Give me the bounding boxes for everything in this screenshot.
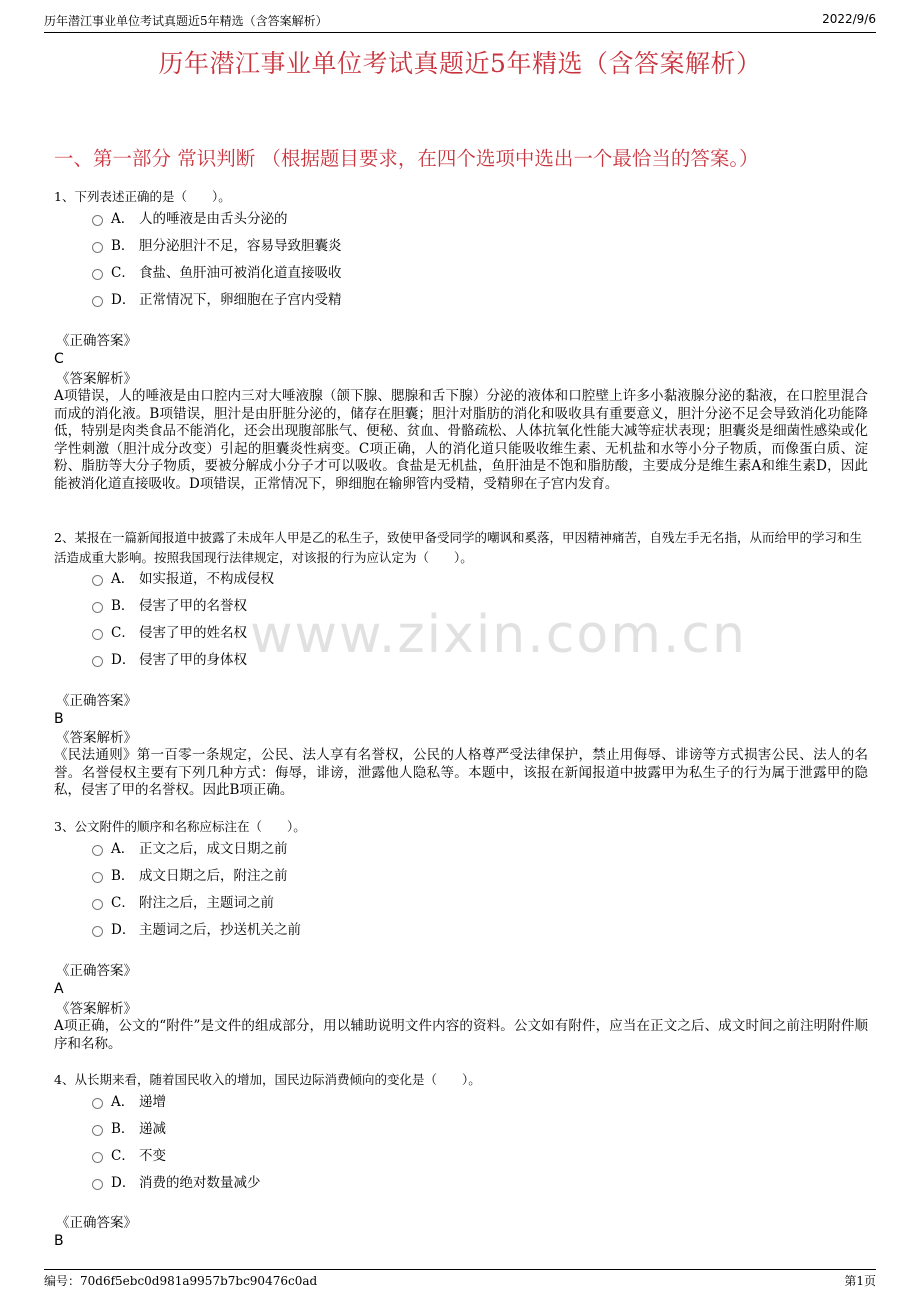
analysis-label: 《答案解析》 [56, 371, 137, 387]
option-text: 主题词之后，抄送机关之前 [139, 922, 301, 938]
radio-icon[interactable] [92, 845, 103, 856]
option-text: 侵害了甲的姓名权 [139, 625, 247, 641]
answer-value: B [54, 711, 64, 727]
section-heading: 一、第一部分 常识判断 （根据题目要求，在四个选项中选出一个最恰当的答案。） [54, 147, 759, 170]
option-text: 不变 [139, 1148, 166, 1164]
option-key: D． [111, 922, 136, 938]
radio-icon[interactable] [92, 899, 103, 910]
option-text: 消费的绝对数量减少 [139, 1175, 261, 1191]
option-key: B． [111, 238, 135, 254]
answer-value: C [54, 351, 64, 367]
answer-label: 《正确答案》 [56, 1215, 137, 1231]
analysis-text: A项错误，人的唾液是由口腔内三对大唾液腺（颌下腺、腮腺和舌下腺）分泌的液体和口腔壁上许多小黏液腺分泌的黏液，在口腔里混合而成的消化液。B项错误，胆汁是由肝脏分泌的，储存在胆囊；胆汁对脂肪的消化和吸收具有重要意义，胆汁分泌不足会导致消化功能降低，特别是肉类食品不能消化，还会出现腹部胀气、便秘、贫血、骨骼疏松、人体抗氧化性能大减等症状表现；胆囊炎是细菌性感染或化学性刺激（胆汁成分改变）引起的胆囊炎性病变。C项正确，人的消化道只能吸收维生素、无机盐和水等小分子物质，而像蛋白质、淀粉、脂肪等大分子物质，要被分解成小分子才可以吸收。食盐是无机盐，鱼肝油是不饱和脂肪酸，主要成分是维生素A和维生素D，因此能被消化道直接吸收。D项错误，正常情况下，卵细胞在输卵管内受精，受精卵在子宫内发育。 [54, 388, 868, 492]
answer-value: B [54, 1233, 64, 1249]
option-c[interactable] [92, 262, 342, 284]
option-c[interactable] [92, 1145, 166, 1167]
analysis-label: 《答案解析》 [56, 1001, 137, 1017]
option-b[interactable] [92, 235, 342, 257]
option-text: 如实报道，不构成侵权 [139, 571, 274, 587]
option-key: A． [111, 841, 135, 857]
option-key: C． [111, 895, 135, 911]
option-text: 侵害了甲的名誉权 [139, 598, 247, 614]
radio-icon[interactable] [92, 296, 103, 307]
answer-value: A [54, 981, 64, 997]
footer-doc-id: 编号：70d6f5ebc0d981a9957b7bc90476c0ad [44, 1274, 318, 1288]
option-key: C． [111, 1148, 135, 1164]
radio-icon[interactable] [92, 1152, 103, 1163]
header-date: 2022/9/6 [822, 12, 876, 26]
option-key: A． [111, 211, 135, 227]
watermark: www.zixin.com.cn [250, 605, 747, 665]
question-stem: 3、公文附件的顺序和名称应标注在（ ）。 [54, 819, 306, 834]
option-text: 人的唾液是由舌头分泌的 [139, 211, 288, 227]
footer-divider [44, 1269, 876, 1270]
option-b[interactable] [92, 865, 288, 887]
option-b[interactable] [92, 595, 247, 617]
analysis-text: 《民法通则》第一百零一条规定，公民、法人享有名誉权，公民的人格尊严受法律保护，禁止用侮辱、诽谤等方式损害公民、法人的名誉。名誉侵权主要有下列几种方式：侮辱，诽谤，泄露他人隐私等。本题中，该报在新闻报道中披露甲为私生子的行为属于泄露甲的隐私，侵害了甲的名誉权。因此B项正确。 [54, 747, 868, 798]
answer-label: 《正确答案》 [56, 693, 137, 709]
radio-icon[interactable] [92, 1125, 103, 1136]
header-doc-title: 历年潜江事业单位考试真题近5年精选（含答案解析） [44, 14, 328, 28]
option-key: C． [111, 625, 135, 641]
option-d[interactable] [92, 919, 301, 941]
option-a[interactable] [92, 208, 288, 230]
radio-icon[interactable] [92, 629, 103, 640]
header-divider [44, 32, 876, 33]
answer-label: 《正确答案》 [56, 333, 137, 349]
radio-icon[interactable] [92, 215, 103, 226]
analysis-text: A项正确，公文的“附件”是文件的组成部分，用以辅助说明文件内容的资料。公文如有附件，应当在正文之后、成文时间之前注明附件顺序和名称。 [54, 1018, 868, 1052]
option-key: C． [111, 265, 135, 281]
option-c[interactable] [92, 622, 247, 644]
option-text: 成文日期之后，附注之前 [139, 868, 288, 884]
option-a[interactable] [92, 568, 274, 590]
option-key: A． [111, 571, 135, 587]
question-stem: 2、某报在一篇新闻报道中披露了未成年人甲是乙的私生子，致使甲备受同学的嘲讽和奚落，甲因精神痛苦，自残左手无名指，从而给甲的学习和生活造成重大影响。按照我国现行法律规定，对该报的行为应认定为（ ）。 [54, 530, 862, 565]
option-d[interactable] [92, 289, 342, 311]
option-text: 附注之后，主题词之前 [139, 895, 274, 911]
option-c[interactable] [92, 892, 274, 914]
radio-icon[interactable] [92, 269, 103, 280]
radio-icon[interactable] [92, 926, 103, 937]
radio-icon[interactable] [92, 602, 103, 613]
page-header [44, 12, 876, 30]
footer-page-number: 第1页 [844, 1274, 876, 1288]
option-text: 正常情况下，卵细胞在子宫内受精 [139, 292, 342, 308]
option-key: D． [111, 292, 136, 308]
radio-icon[interactable] [92, 872, 103, 883]
answer-label: 《正确答案》 [56, 963, 137, 979]
option-text: 侵害了甲的身体权 [139, 652, 247, 668]
option-key: D． [111, 652, 136, 668]
option-text: 正文之后，成文日期之前 [139, 841, 288, 857]
radio-icon[interactable] [92, 575, 103, 586]
option-key: B． [111, 868, 135, 884]
option-a[interactable] [92, 838, 288, 860]
radio-icon[interactable] [92, 242, 103, 253]
option-text: 胆分泌胆汁不足，容易导致胆囊炎 [139, 238, 342, 254]
question-stem: 4、从长期来看，随着国民收入的增加，国民边际消费倾向的变化是（ ）。 [54, 1072, 481, 1087]
option-key: B． [111, 598, 135, 614]
option-text: 食盐、鱼肝油可被消化道直接吸收 [139, 265, 342, 281]
option-text: 递减 [139, 1121, 166, 1137]
option-d[interactable] [92, 1172, 261, 1194]
option-d[interactable] [92, 649, 247, 671]
radio-icon[interactable] [92, 1098, 103, 1109]
option-text: 递增 [139, 1094, 166, 1110]
option-key: D． [111, 1175, 136, 1191]
option-b[interactable] [92, 1118, 166, 1140]
question-stem: 1、下列表述正确的是（ ）。 [54, 189, 231, 204]
radio-icon[interactable] [92, 1179, 103, 1190]
analysis-label: 《答案解析》 [56, 730, 137, 746]
option-a[interactable] [92, 1091, 166, 1113]
option-key: B． [111, 1121, 135, 1137]
radio-icon[interactable] [92, 656, 103, 667]
option-key: A． [111, 1094, 135, 1110]
page-title: 历年潜江事业单位考试真题近5年精选（含答案解析） [158, 49, 762, 78]
